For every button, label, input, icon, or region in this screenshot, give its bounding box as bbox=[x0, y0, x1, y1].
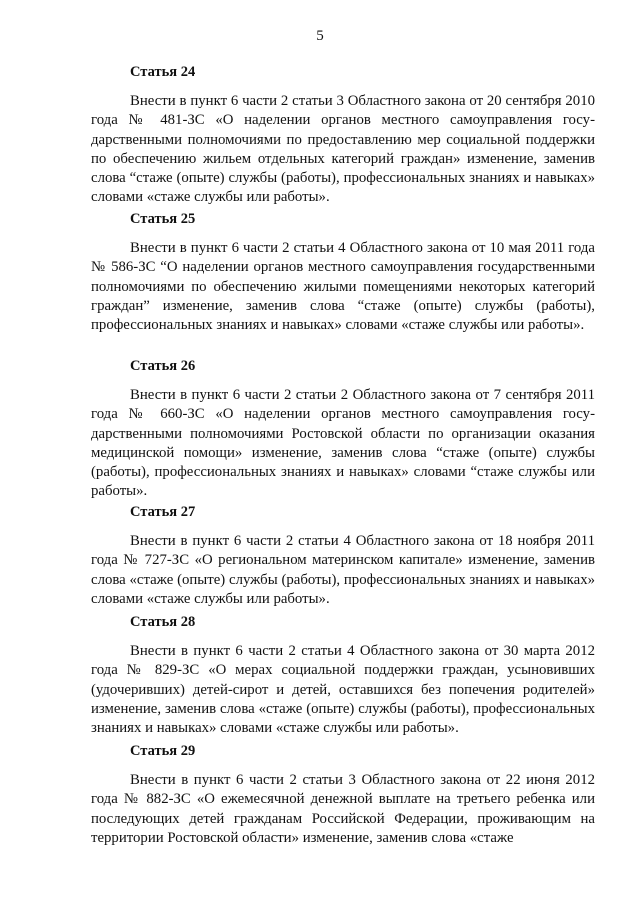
article-24 bbox=[91, 63, 595, 208]
article-29 bbox=[91, 742, 595, 848]
article-title: Статья 26 bbox=[130, 358, 196, 374]
article-title: Статья 28 bbox=[130, 614, 196, 630]
article-25 bbox=[91, 210, 595, 335]
article-text: Внести в пункт 6 части 2 статьи 3 Областного закона от 20 сентября 2010 года № 481-ЗС «О наделении органов местного самоуправления государственными полномочиями по предоставлению мер социальной поддержки по обеспечению жильем отдельных категорий граждан» изменение, заменив слова “стаже (опыте) службы (работы), профессиональных знаниях и навыках» словами «стаже службы или работы». bbox=[91, 93, 595, 206]
article-text: Внести в пункт 6 части 2 статьи 4 Областного закона от 30 марта 2012 года № 829-ЗС «О мерах социальной поддержки граждан, усыновивших (удочеривших) детей-сирот и детей, оставшихся без попечения родителей» изменение, заменив слова «стаже (опыте) службы (работы), профессиональных знаниях и навыках» словами «стаже службы или работы». bbox=[91, 643, 595, 737]
article-28 bbox=[91, 613, 595, 738]
page-number: 5 bbox=[316, 28, 324, 44]
article-title: Статья 25 bbox=[130, 211, 196, 227]
article-title: Статья 29 bbox=[130, 743, 196, 759]
article-text: Внести в пункт 6 части 2 статьи 4 Областного закона от 10 мая 2011 года № 586-ЗС “О наделении органов местного самоуправления государственными полномочиями по обеспечению жилыми помещениями некоторых категорий граждан” изменение, заменив слова “стаже (опыте) службы (работы), профессиональных знаниях и навыках» словами «стаже службы или работы». bbox=[91, 240, 595, 334]
article-text: Внести в пункт 6 части 2 статьи 4 Областного закона от 18 ноября 2011 года № 727-ЗС «О региональном материнском капитале» изменение, заменив слова «стаже (опыте) службы (работы), профессиональных знаниях и навыках» словами «стаже службы или работы». bbox=[91, 533, 595, 607]
article-27 bbox=[91, 503, 595, 609]
article-26 bbox=[91, 357, 595, 502]
article-title: Статья 24 bbox=[130, 64, 196, 80]
article-text: Внести в пункт 6 части 2 статьи 3 Областного закона от 22 июня 2012 года № 882-ЗС «О ежемесячной денежной выплате на третьего ребенка или последующих детей гражданам Российской Федерации, проживающим на территории Ростовской области» изменение, заменив слова «стаже bbox=[91, 772, 595, 846]
article-text: Внести в пункт 6 части 2 статьи 2 Областного закона от 7 сентября 2011 года № 660-ЗС «О наделении органов местного самоуправления государственными полномочиями Ростовской области по организации оказания медицинской помощи» изменение, заменив слова “стаже (опыте) службы (работы), профессиональных знаниях и навыках» словами “стаже службы или работы». bbox=[91, 387, 595, 500]
article-title: Статья 27 bbox=[130, 504, 196, 520]
